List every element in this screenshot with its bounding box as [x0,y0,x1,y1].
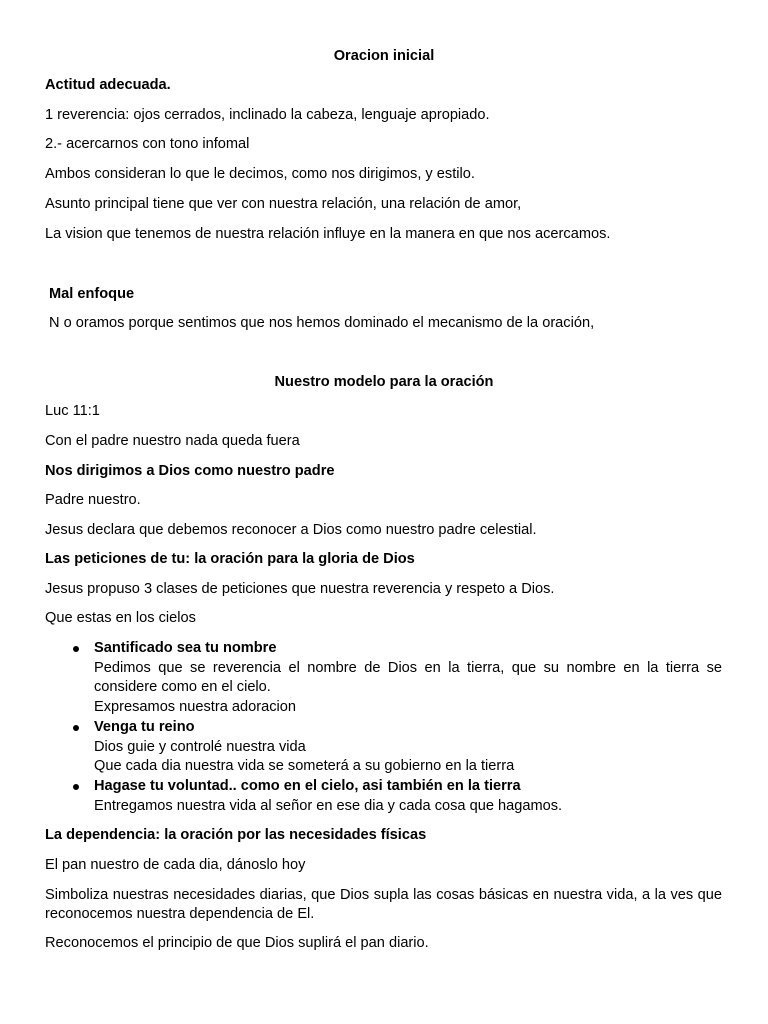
text-line: Reconocemos el principio de que Dios suplirá el pan diario. [45,935,429,951]
list-item [94,639,722,717]
scripture-reference: Luc 11:1 [45,403,100,419]
bullet-text: Expresamos nuestra adoracion [94,698,296,715]
text-line: El pan nuestro de cada dia, dánoslo hoy [45,857,306,873]
text-line: 1 reverencia: ojos cerrados, inclinado la cabeza, lenguaje apropiado. [45,107,490,123]
subheading-padre: Nos dirigimos a Dios como nuestro padre [45,463,335,479]
text-line: Jesus declara que debemos reconocer a Dios como nuestro padre celestial. [45,522,537,538]
bullet-dot [73,784,79,790]
text-line: La vision que tenemos de nuestra relación influye en la manera en que nos acercamos. [45,226,611,242]
section-heading-mal-enfoque: Mal enfoque [49,286,135,302]
text-line: Asunto principal tiene que ver con nuestra relación, una relación de amor, [45,196,522,212]
section-title-modelo: Nuestro modelo para la oración [274,374,494,390]
subheading-peticiones: Las peticiones de tu: la oración para la gloria de Dios [45,551,415,567]
list-item [94,718,722,777]
section-heading-actitud: Actitud adecuada. [45,77,171,93]
text-line: Jesus propuso 3 clases de peticiones que nuestra reverencia y respeto a Dios. [45,581,555,597]
bullet-title: Venga tu reino [94,719,195,735]
text-line: Con el padre nuestro nada queda fuera [45,433,300,449]
bullet-text: Entregamos nuestra vida al señor en ese dia y cada cosa que hagamos. [94,797,563,814]
bullet-text: Que cada dia nuestra vida se someterá a su gobierno en la tierra [94,758,515,774]
text-line: N o oramos porque sentimos que nos hemos dominado el mecanismo de la oración, [49,315,595,331]
bullet-text: Pedimos que se reverencia el nombre de Dios en la tierra, que su nombre en la tierra se considere como en el cielo. [94,659,722,695]
bullet-dot [73,725,79,731]
text-line: Que estas en los cielos [45,610,196,626]
bullet-dot [73,646,79,652]
text-line: 2.- acercarnos con tono infomal [45,136,250,152]
list-item [94,777,722,816]
text-paragraph: Simboliza nuestras necesidades diarias, que Dios supla las cosas básicas en nuestra vida, a la ves que reconocemos nuestra dependencia de El. [45,887,722,922]
text-line: Padre nuestro. [45,492,141,508]
subheading-dependencia: La dependencia: la oración por las necesidades físicas [45,827,427,843]
bullet-text: Dios guie y controlé nuestra vida [94,738,306,755]
text-line: Ambos consideran lo que le decimos, como nos dirigimos, y estilo. [45,166,475,182]
bullet-title: Hagase tu voluntad.. como en el cielo, asi también en la tierra [94,778,521,794]
bullet-title: Santificado sea tu nombre [94,640,277,656]
document-title: Oracion inicial [333,48,435,64]
